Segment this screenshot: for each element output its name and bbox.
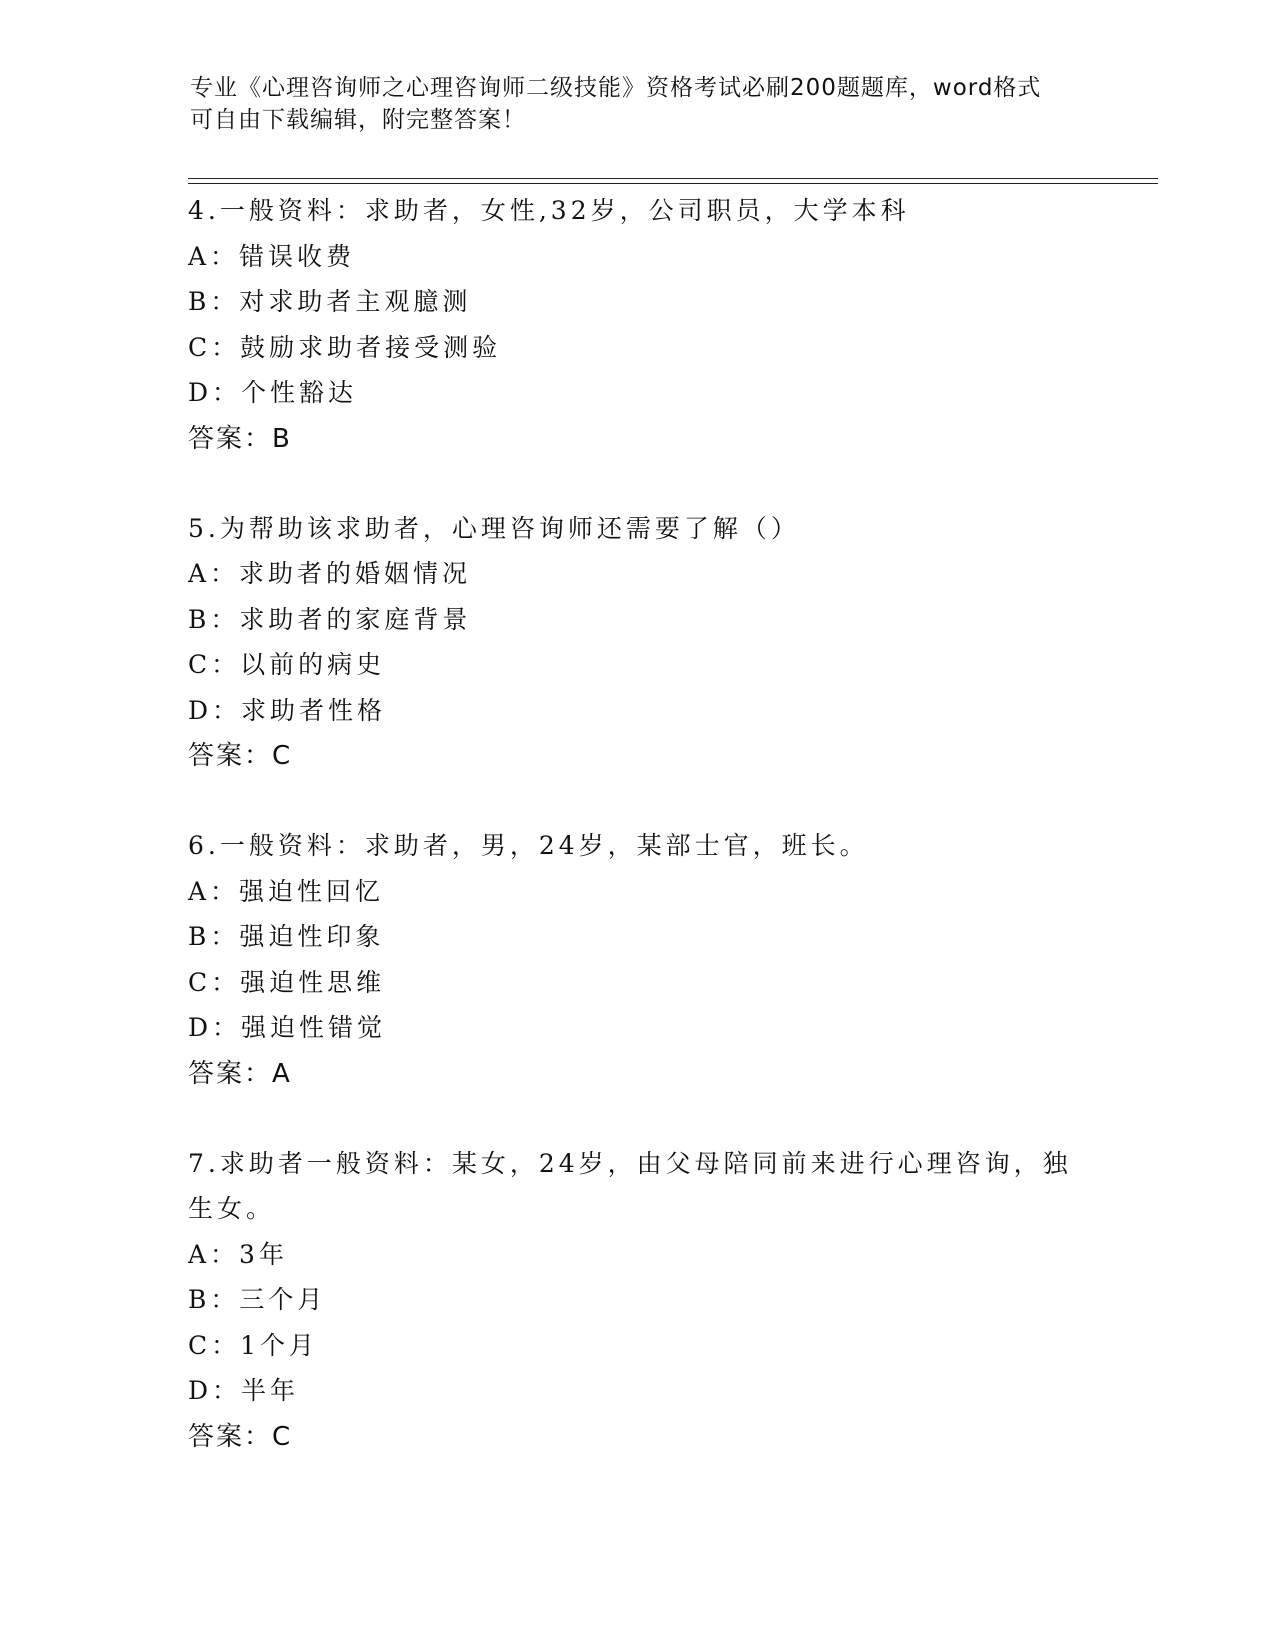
option-a: A：3年 [188,1239,288,1269]
question-4 [188,188,1108,462]
option-b: B：对求助者主观臆测 [188,287,472,316]
option-a: A：错误收费 [188,241,356,271]
option-c: C：强迫性思维 [188,967,386,997]
header-line-1: 专业《心理咨询师之心理咨询师二级技能》资格考试必刷200题题库，word格式 [190,75,1042,101]
answer-line: 答案：C [188,741,293,771]
question-stem: 5.为帮助该求助者，心理咨询师还需要了解（） [188,513,800,543]
question-6 [188,823,1108,1097]
document-header [190,72,1070,136]
option-a: A：求助者的婚姻情况 [188,559,472,588]
answer-line: 答案：C [188,1421,293,1452]
option-d: D：个性豁达 [188,378,358,407]
header-line-2: 可自由下载编辑，附完整答案！ [190,107,526,133]
option-c: C：鼓励求助者接受测验 [188,332,502,362]
answer-line: 答案：B [188,423,292,454]
question-5 [188,506,1108,780]
option-a: A：强迫性回忆 [188,876,385,906]
option-b: B：强迫性印象 [188,922,385,951]
option-c: C：以前的病史 [188,650,386,679]
answer-line: 答案：A [188,1058,292,1089]
question-list [188,188,1108,1504]
option-d: D：求助者性格 [188,695,387,725]
question-stem: 6.一般资料：求助者，男，24岁，某部士官，班长。 [188,831,869,860]
question-7 [188,1141,1108,1460]
option-d: D：半年 [188,1376,300,1405]
option-b: B：求助者的家庭背景 [188,604,472,634]
option-d: D：强迫性错觉 [188,1013,387,1042]
header-divider-top [188,178,1158,179]
option-b: B：三个月 [188,1285,327,1314]
question-stem: 7.求助者一般资料：某女，24岁，由父母陪同前来进行心理咨询，独 生女。 [188,1148,1072,1223]
question-stem: 4.一般资料：求助者，女性,32岁，公司职员，大学本科 [188,196,910,225]
header-divider-bottom [188,183,1158,184]
option-c: C：1个月 [188,1330,319,1360]
